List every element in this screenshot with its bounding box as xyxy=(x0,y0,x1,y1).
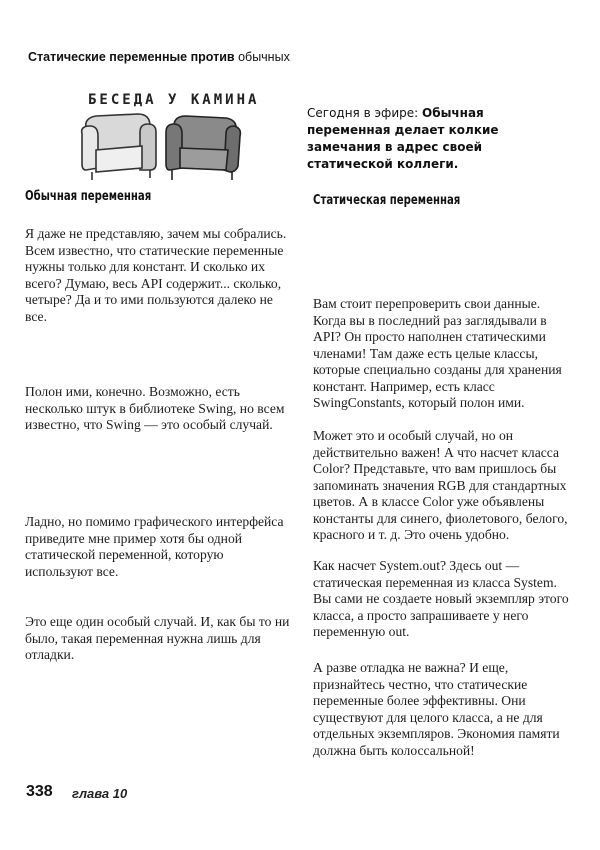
right-paragraph-1: Вам стоит перепроверить свои данные. Когда вы в последний раз заглядывали в API? Он просто наполнен статическими членами! Там даже есть целые классы, которые специально созданы для хранения констант. Например, есть класс SwingConstants, который полон ими. xyxy=(313,296,562,410)
left-armchair xyxy=(82,114,156,180)
chapter-label: глава 10 xyxy=(72,786,128,801)
page-header xyxy=(28,50,290,64)
right-paragraph-3: Как насчет System.out? Здесь out — статическая переменная из класса System. Вы сами не создаете новый экземпляр этого класса, а просто запрашиваете у него переменную out. xyxy=(313,558,569,639)
right-paragraph-4: А разве отладка не важна? И еще, признайтесь честно, что статические переменные более эффективны. Они существуют для целого класса, а не для отдельных экземпляров. Экономия памяти должна быть колоссальной! xyxy=(313,660,560,758)
on-air-prefix: Сегодня в эфире: xyxy=(307,106,419,120)
left-paragraph-3: Ладно, но помимо графического интерфейса приведите мне пример хотя бы одной статической переменной, которую используют все. xyxy=(25,514,284,579)
right-column-heading: Статическая переменная xyxy=(313,193,461,208)
left-paragraph-4: Это еще один особый случай. И, как бы то ни было, такая переменная нужна лишь для отладки. xyxy=(25,614,290,662)
right-paragraph-2: Может это и особый случай, но он действительно важен! А что насчет класса Color? Представьте, что вам пришлось бы запоминать значения RGB для стандартных цветов. А в классе Color уже объявлены константы для синего, фиолетового, белого, красного и т. д. Это очень удобно. xyxy=(313,428,568,542)
header-title-bold: Статические переменные против xyxy=(28,50,235,64)
right-armchair xyxy=(166,116,240,180)
fireside-chat-logo-text: БЕСЕДА У КАМИНА xyxy=(88,92,260,108)
on-air-topic: Обычная переменная делает колкие замечания в адрес своей статической коллеги. xyxy=(307,106,499,171)
left-paragraph-2: Полон ими, конечно. Возможно, есть несколько штук в библиотеке Swing, но всем известно, что Swing — это особый случай. xyxy=(25,384,285,432)
left-paragraph-1: Я даже не представляю, зачем мы собрались. Всем известно, что статические переменные нужны только для констант. И сколько их всего? Думаю, весь API содержит... сколько, четыре? Да и то ими пользуются далеко не все. xyxy=(25,226,287,324)
page-number: 338 xyxy=(26,783,53,800)
left-column-heading: Обычная переменная xyxy=(25,189,152,204)
header-title-light: обычных xyxy=(238,50,290,64)
on-air-caption xyxy=(307,105,567,173)
